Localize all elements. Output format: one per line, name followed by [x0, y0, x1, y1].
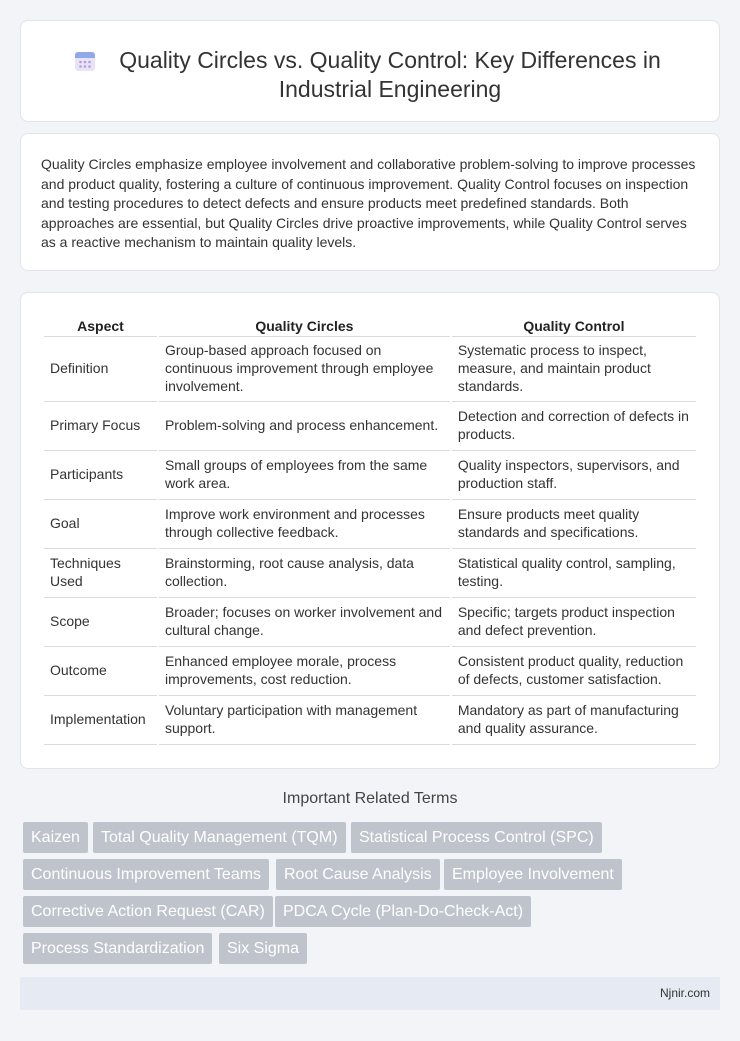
header-aspect: Aspect	[44, 317, 157, 337]
comparison-table	[42, 317, 698, 745]
table-row	[44, 647, 696, 696]
tag-six-sigma[interactable]: Six Sigma	[219, 933, 307, 964]
quality-circles-cell: Brainstorming, root cause analysis, data collection.	[159, 549, 450, 598]
quality-control-cell: Systematic process to inspect, measure, and maintain product standards.	[452, 337, 696, 402]
quality-circles-cell: Broader; focuses on worker involvement and cultural change.	[159, 598, 450, 647]
tag-pdca-cycle[interactable]: PDCA Cycle (Plan-Do-Check-Act)	[275, 896, 531, 927]
aspect-cell: Definition	[44, 337, 157, 402]
title-wrap	[21, 46, 719, 104]
quality-circles-cell: Enhanced employee morale, process improvements, cost reduction.	[159, 647, 450, 696]
intro-card	[20, 133, 720, 271]
page-title: Quality Circles vs. Quality Control: Key Differences in Industrial Engineering	[119, 47, 661, 102]
table-row	[44, 549, 696, 598]
aspect-cell: Outcome	[44, 647, 157, 696]
tag-employee-involvement[interactable]: Employee Involvement	[444, 859, 622, 890]
quality-control-cell: Mandatory as part of manufacturing and quality assurance.	[452, 696, 696, 745]
comparison-card	[20, 292, 720, 769]
quality-circles-cell: Problem-solving and process enhancement.	[159, 402, 450, 451]
table-row	[44, 451, 696, 500]
tag-car[interactable]: Corrective Action Request (CAR)	[23, 896, 273, 927]
tag-root-cause-analysis[interactable]: Root Cause Analysis	[276, 859, 440, 890]
table-row	[44, 696, 696, 745]
tag-continuous-improvement-teams[interactable]: Continuous Improvement Teams	[23, 859, 269, 890]
aspect-cell: Primary Focus	[44, 402, 157, 451]
tag-kaizen[interactable]: Kaizen	[23, 822, 88, 853]
aspect-cell: Implementation	[44, 696, 157, 745]
intro-paragraph: Quality Circles emphasize employee involvement and collaborative problem-solving to improve processes and product quality, fostering a culture of continuous improvement. Quality Control focuses on inspection and testing procedures to detect defects and ensure products meet predefined standards. Both approaches are essential, but Quality Circles drive proactive improvements, while Quality Control serves as a reactive mechanism to maintain quality levels.	[41, 156, 696, 250]
footer-site[interactable]: Njnir.com	[659, 986, 710, 1000]
header-quality-control: Quality Control	[452, 317, 696, 337]
calendar-icon	[73, 49, 97, 73]
quality-circles-cell: Improve work environment and processes through collective feedback.	[159, 500, 450, 549]
quality-control-cell: Detection and correction of defects in products.	[452, 402, 696, 451]
aspect-cell: Goal	[44, 500, 157, 549]
aspect-cell: Techniques Used	[44, 549, 157, 598]
table-row	[44, 402, 696, 451]
quality-circles-cell: Group-based approach focused on continuous improvement through employee involvement.	[159, 337, 450, 402]
tag-process-standardization[interactable]: Process Standardization	[23, 933, 212, 964]
quality-control-cell: Quality inspectors, supervisors, and production staff.	[452, 451, 696, 500]
quality-control-cell: Statistical quality control, sampling, testing.	[452, 549, 696, 598]
related-terms-title: Important Related Terms	[282, 790, 458, 807]
aspect-cell: Scope	[44, 598, 157, 647]
footer	[20, 977, 720, 1010]
table-row	[44, 598, 696, 647]
tag-spc[interactable]: Statistical Process Control (SPC)	[351, 822, 602, 853]
aspect-cell: Participants	[44, 451, 157, 500]
table-header-row	[44, 317, 696, 337]
table-row	[44, 500, 696, 549]
header-quality-circles: Quality Circles	[159, 317, 450, 337]
quality-circles-cell: Voluntary participation with management support.	[159, 696, 450, 745]
tag-tqm[interactable]: Total Quality Management (TQM)	[93, 822, 346, 853]
quality-control-cell: Specific; targets product inspection and defect prevention.	[452, 598, 696, 647]
quality-circles-cell: Small groups of employees from the same work area.	[159, 451, 450, 500]
quality-control-cell: Consistent product quality, reduction of defects, customer satisfaction.	[452, 647, 696, 696]
table-row	[44, 337, 696, 402]
title-card	[20, 20, 720, 122]
quality-control-cell: Ensure products meet quality standards and specifications.	[452, 500, 696, 549]
